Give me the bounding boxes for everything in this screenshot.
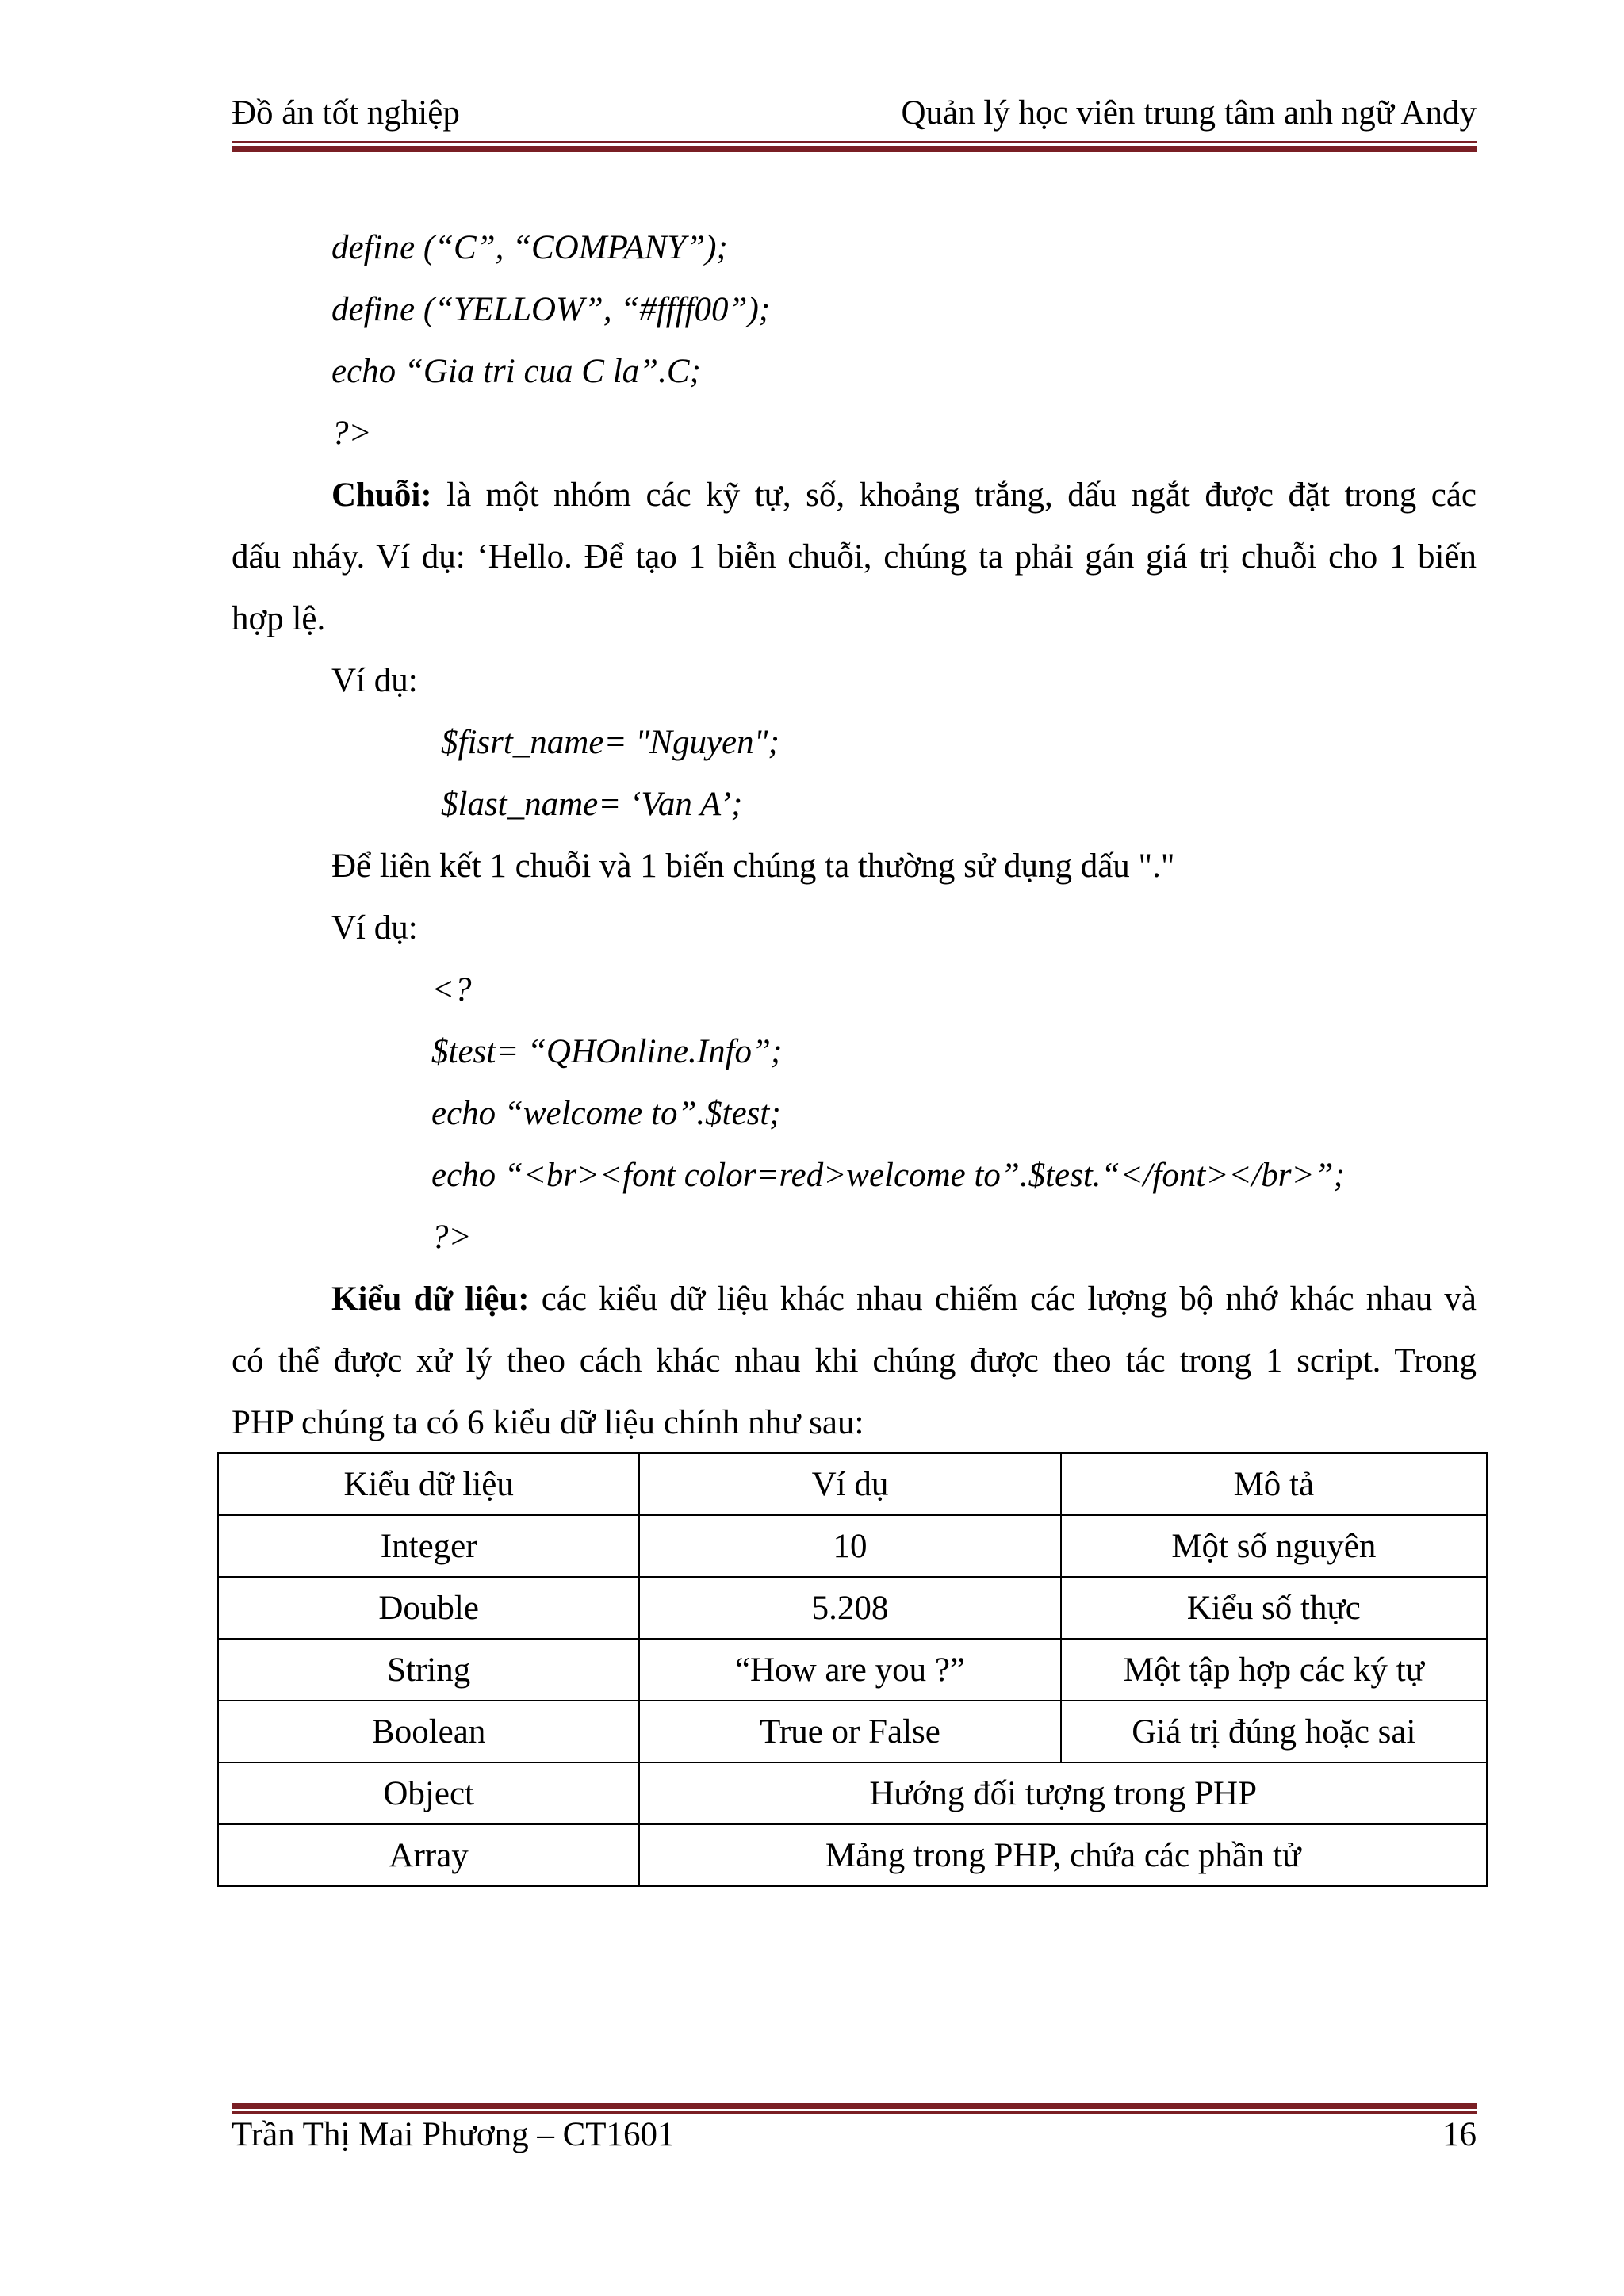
table-cell: True or False bbox=[639, 1701, 1060, 1762]
datatype-term: Kiểu dữ liệu: bbox=[331, 1280, 530, 1318]
code-line: $last_name= ‘Van A’; bbox=[441, 786, 743, 823]
table-cell: 10 bbox=[639, 1515, 1060, 1577]
table-header-cell: Kiểu dữ liệu bbox=[218, 1453, 639, 1515]
table-cell: Một số nguyên bbox=[1061, 1515, 1487, 1577]
table-cell: Integer bbox=[218, 1515, 639, 1577]
header-rule-thick bbox=[232, 146, 1477, 152]
page-number: 16 bbox=[1442, 2116, 1477, 2153]
datatype-paragraph-line2: có thể được xử lý theo cách khác nhau khi chúng được theo tác trong 1 script. Trong bbox=[232, 1342, 1477, 1380]
table-row bbox=[218, 1577, 1487, 1639]
datatype-line1-text: các kiểu dữ liệu khác nhau chiếm các lượng bộ nhớ khác nhau và bbox=[529, 1280, 1477, 1318]
code-line: $test= “QHOnline.Info”; bbox=[431, 1033, 783, 1070]
footer-author: Trần Thị Mai Phương – CT1601 bbox=[232, 2116, 675, 2153]
table-cell-merged: Hướng đối tượng trong PHP bbox=[639, 1762, 1487, 1824]
data-types-table bbox=[217, 1452, 1488, 1887]
footer-rule-thick bbox=[232, 2103, 1477, 2109]
header-left-title: Đồ án tốt nghiệp bbox=[232, 94, 460, 132]
table-row bbox=[218, 1639, 1487, 1701]
table-cell: 5.208 bbox=[639, 1577, 1060, 1639]
code-line: ?> bbox=[431, 1219, 472, 1256]
code-line: define (“C”, “COMPANY”); bbox=[331, 229, 728, 266]
table-header-cell: Mô tả bbox=[1061, 1453, 1487, 1515]
table-cell: “How are you ?” bbox=[639, 1639, 1060, 1701]
table-cell-merged: Mảng trong PHP, chứa các phần tử bbox=[639, 1824, 1487, 1886]
table-row bbox=[218, 1762, 1487, 1824]
datatype-paragraph-line3: PHP chúng ta có 6 kiểu dữ liệu chính như sau: bbox=[232, 1404, 864, 1441]
string-line1-text: là một nhóm các kỹ tự, số, khoảng trắng, dấu ngắt được đặt trong các bbox=[431, 476, 1477, 514]
table-header-row bbox=[218, 1453, 1487, 1515]
table-cell: Kiểu số thực bbox=[1061, 1577, 1487, 1639]
page-header bbox=[232, 94, 1477, 141]
code-line: define (“YELLOW”, “#ffff00”); bbox=[331, 291, 771, 328]
code-line: echo “<br><font color=red>welcome to”.$test.“</font></br>”; bbox=[431, 1157, 1345, 1194]
string-paragraph-line2: dấu nháy. Ví dụ: ‘Hello. Để tạo 1 biễn chuỗi, chúng ta phải gán giá trị chuỗi cho 1 biến bbox=[232, 538, 1477, 576]
code-line: echo “Gia tri cua C la”.C; bbox=[331, 353, 701, 390]
concat-description: Để liên kết 1 chuỗi và 1 biến chúng ta thường sử dụng dấu "." bbox=[331, 848, 1175, 885]
header-right-title: Quản lý học viên trung tâm anh ngữ Andy bbox=[901, 94, 1477, 132]
table-row bbox=[218, 1824, 1487, 1886]
example-label: Ví dụ: bbox=[331, 909, 418, 947]
table-header-cell: Ví dụ bbox=[639, 1453, 1060, 1515]
code-line: $fisrt_name= "Nguyen"; bbox=[441, 724, 779, 761]
footer-rule-thin bbox=[232, 2111, 1477, 2114]
code-line: ?> bbox=[331, 415, 372, 452]
table-row bbox=[218, 1515, 1487, 1577]
table-cell: Array bbox=[218, 1824, 639, 1886]
table-cell: Double bbox=[218, 1577, 639, 1639]
string-paragraph-line1 bbox=[331, 476, 1477, 515]
string-paragraph-line3: hợp lệ. bbox=[232, 600, 326, 637]
example-label: Ví dụ: bbox=[331, 662, 418, 699]
table-cell: String bbox=[218, 1639, 639, 1701]
table-cell: Object bbox=[218, 1762, 639, 1824]
header-rule-thin bbox=[232, 141, 1477, 144]
code-line: echo “welcome to”.$test; bbox=[431, 1095, 781, 1132]
string-term: Chuỗi: bbox=[331, 476, 432, 514]
table-row bbox=[218, 1701, 1487, 1762]
table-cell: Một tập hợp các ký tự bbox=[1061, 1639, 1487, 1701]
table-cell: Boolean bbox=[218, 1701, 639, 1762]
table-cell: Giá trị đúng hoặc sai bbox=[1061, 1701, 1487, 1762]
code-line: <? bbox=[431, 971, 472, 1008]
datatype-paragraph-line1 bbox=[331, 1280, 1477, 1318]
